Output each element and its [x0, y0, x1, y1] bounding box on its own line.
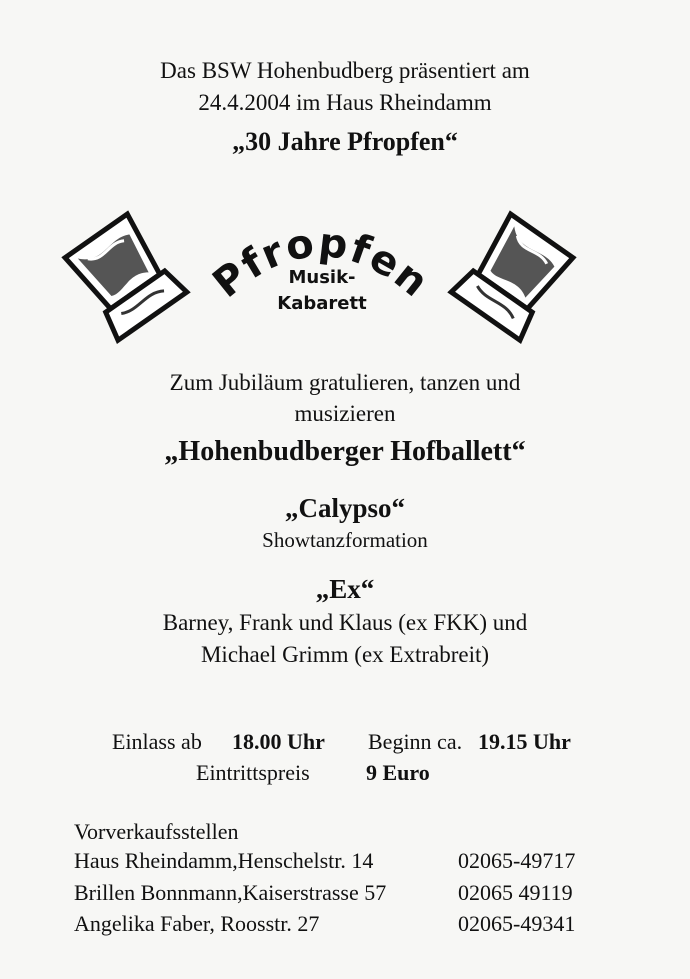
presale-heading: Vorverkaufsstellen	[74, 819, 239, 844]
date-venue-line: 24.4.2004 im Haus Rheindamm	[198, 90, 492, 115]
pfropfen-logo	[60, 195, 580, 345]
event-title: „30 Jahre Pfropfen“	[232, 127, 458, 156]
outlet-phone-2: 02065 49119	[458, 880, 573, 905]
act3-description1: Barney, Frank und Klaus (ex FKK) und	[162, 610, 528, 635]
presenter-line: Das BSW Hohenbudberg präsentiert am	[160, 58, 530, 83]
act3-description2: Michael Grimm (ex Extrabreit)	[200, 642, 490, 667]
outlet-name-3: Angelika Faber, Roosstr. 27	[74, 911, 320, 936]
outlet-name-1: Haus Rheindamm,Henschelstr. 14	[74, 848, 374, 873]
logo-center-line2: Kabarett	[277, 293, 367, 314]
beginn-label: Beginn ca.	[368, 729, 463, 754]
logo-arc-text: Pfropfen	[204, 219, 439, 308]
act3-name: „Ex“	[315, 574, 375, 604]
act1-name: „Hohenbudberger Hofballett“	[164, 436, 526, 467]
left-cork-icon	[62, 212, 187, 340]
price-value: 9 Euro	[366, 760, 430, 785]
outlet-phone-3: 02065-49341	[458, 911, 576, 936]
intro-line2: musizieren	[294, 401, 396, 426]
outlet-name-2: Brillen Bonnmann,Kaiserstrasse 57	[74, 880, 387, 905]
logo-center-line1: Musik-	[288, 267, 356, 288]
einlass-time: 18.00 Uhr	[232, 729, 325, 754]
act2-description: Showtanzformation	[262, 528, 428, 552]
right-cork-icon	[451, 212, 576, 340]
intro-line1: Zum Jubiläum gratulieren, tanzen und	[169, 370, 521, 395]
price-label: Eintrittspreis	[196, 760, 310, 785]
outlet-phone-1: 02065-49717	[458, 848, 576, 873]
act2-name: „Calypso“	[284, 493, 406, 523]
einlass-label: Einlass ab	[112, 729, 202, 754]
beginn-time: 19.15 Uhr	[478, 729, 571, 754]
